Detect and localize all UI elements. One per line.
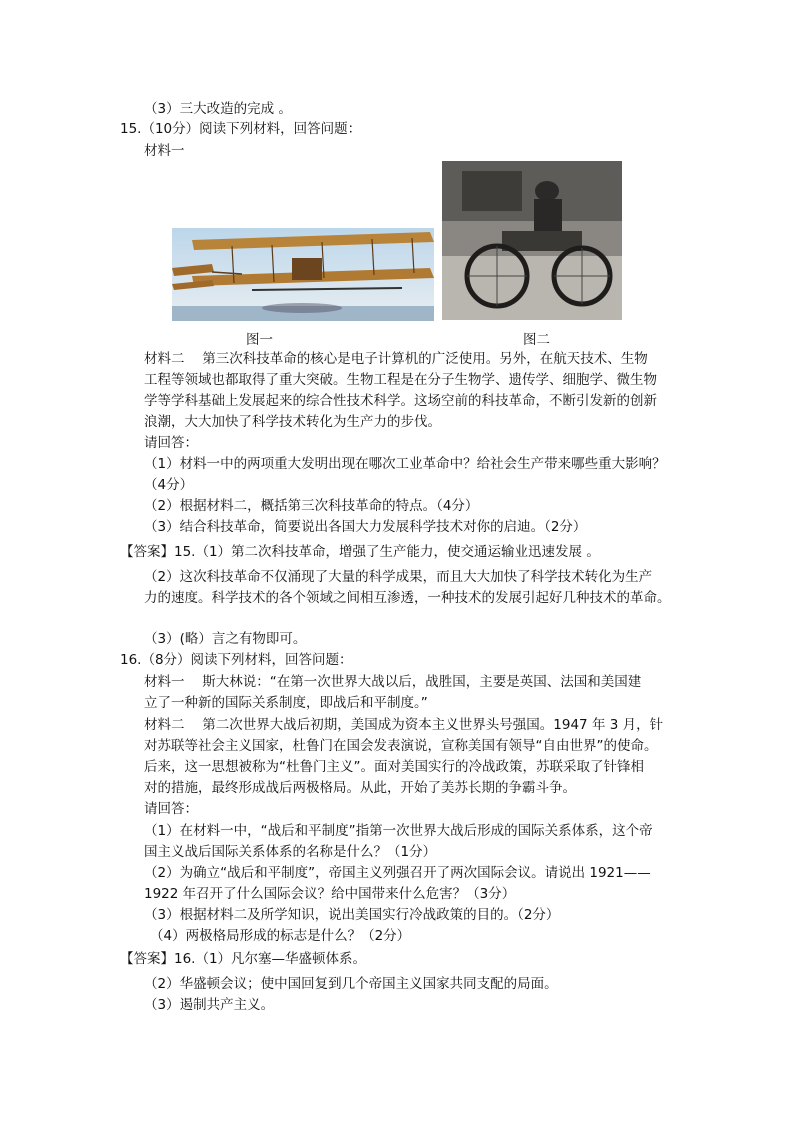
q16-material-line: 材料二 第二次世界大战后初期，美国成为资本主义世界头号强国。1947 年 3 月，针 [144, 717, 664, 733]
q15-answer: 【答案】15.（1）第二次科技革命，增强了生产能力，使交通运输业迅速发展 。 [120, 544, 600, 560]
q15-question: （1）材料一中的两项重大发明出现在哪次工业革命中？给社会生产带来哪些重大影响？ [144, 456, 666, 472]
q16-heading: 16.（8分）阅读下列材料，回答问题： [120, 652, 353, 668]
q15-heading: 15.（10分）阅读下列材料，回答问题： [120, 121, 362, 137]
fig1-caption: 图一 [246, 332, 273, 348]
early-car-image [442, 161, 622, 320]
q15-material2-line: 学等学科基础上发展起来的综合性技术科学。这场空前的科技革命，不断引发新的创新 [144, 393, 657, 409]
q16-question: 国主义战后国际关系体系的名称是什么？（1分） [144, 844, 437, 860]
q15-material2-line: 材料二 第三次科技革命的核心是电子计算机的广泛使用。另外，在航天技术、生物 [144, 351, 648, 367]
fig2-caption: 图二 [523, 332, 550, 348]
q15-material2-line: 工程等领域也都取得了重大突破。生物工程是在分子生物学、遗传学、细胞学、微生物 [144, 372, 657, 388]
q16-answer: （3）遏制共产主义。 [144, 997, 275, 1013]
q15-material2-line: 浪潮，大大加快了科学技术转化为生产力的步伐。 [144, 414, 441, 430]
q16-material-line: 材料一 斯大林说：“在第一次世界大战以后，战胜国，主要是英国、法国和美国建 [144, 674, 642, 690]
q15-material1-label: 材料一 [144, 143, 185, 159]
q15-ask: 请回答： [144, 435, 198, 451]
q16-material-line: 立了一种新的国际关系制度，即战后和平制度。” [144, 695, 428, 711]
q15-question: （3）结合科技革命，简要说出各国大力发展科学技术对你的启迪。（2分） [144, 519, 587, 535]
q16-answer: 【答案】16.（1）凡尔塞—华盛顿体系。 [120, 951, 367, 967]
q16-material-line: 对的措施，最终形成战后两极格局。从此，开始了美苏长期的争霸斗争。 [144, 780, 576, 796]
q16-material-line: 对苏联等社会主义国家，杜鲁门在国会发表演说，宣称美国有领导“自由世界”的使命。 [144, 738, 658, 754]
q16-ask: 请回答： [144, 801, 198, 817]
q16-question: （4）两极格局形成的标志是什么？（2分） [150, 928, 411, 944]
q16-question: 1922 年召开了什么国际会议？给中国带来什么危害？（3分） [144, 886, 516, 902]
q16-question: （1）在材料一中，“战后和平制度”指第一次世界大战后形成的国际关系体系，这个帝 [144, 823, 653, 839]
q14-item3: （3）三大改造的完成 。 [144, 101, 292, 117]
q15-question: （4分） [144, 477, 194, 493]
q16-question: （2）为确立“战后和平制度”，帝国主义列强召开了两次国际会议。请说出 1921—— [144, 865, 651, 881]
q16-answer: （2）华盛顿会议；使中国回复到几个帝国主义国家共同支配的局面。 [144, 976, 558, 992]
q15-answer: （3）(略）言之有物即可。 [144, 631, 307, 647]
biplane-image [172, 228, 434, 321]
q15-answer: 力的速度。科学技术的各个领域之间相互渗透，一种技术的发展引起好几种技术的革命。 [144, 590, 671, 606]
q15-question: （2）根据材料二，概括第三次科技革命的特点。（4分） [144, 498, 479, 514]
q16-question: （3）根据材料二及所学知识，说出美国实行冷战政策的目的。（2分） [144, 907, 560, 923]
q16-material-line: 后来，这一思想被称为“杜鲁门主义”。面对美国实行的冷战政策，苏联采取了针锋相 [144, 759, 644, 775]
q15-answer: （2）这次科技革命不仅涌现了大量的科学成果，而且大大加快了科学技术转化为生产 [144, 569, 653, 585]
